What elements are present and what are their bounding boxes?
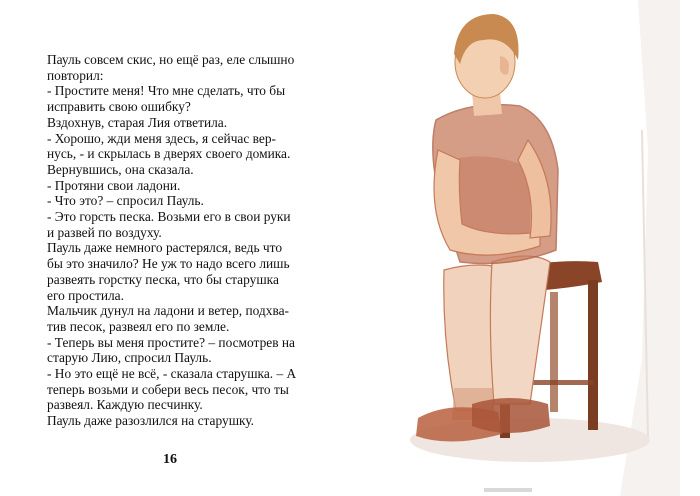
wall-shadow <box>620 0 680 496</box>
text-line: - Протяни свои ладони. <box>47 177 181 193</box>
boy-legs <box>416 256 550 442</box>
text-line: Пауль даже немного растерялся, ведь что <box>47 240 283 256</box>
artist-signature <box>484 488 532 492</box>
boy-on-stool-illustration <box>380 0 700 496</box>
text-line: - Простите меня! Что мне сделать, что бы <box>47 83 286 99</box>
text-line: нусь, - и скрылась в дверях своего домика. <box>47 146 291 162</box>
text-line: Мальчик дунул на ладони и ветер, подхва- <box>47 303 289 319</box>
text-line: - Хорошо, жди меня здесь, я сейчас вер- <box>47 130 277 146</box>
text-line: развеять горстку песка, что бы старушка <box>47 271 279 287</box>
text-line: Вздохнув, старая Лия ответила. <box>47 114 228 130</box>
boy-head <box>454 14 519 116</box>
text-line: теперь возьми и собери весь песок, что ты <box>47 381 289 397</box>
shoe <box>472 398 550 433</box>
text-line: старую Лию, спросил Пауль. <box>47 350 212 366</box>
text-line: - Что это? – спросил Пауль. <box>47 193 204 209</box>
text-line: тив песок, развеял его по земле. <box>47 318 230 334</box>
text-line: - Теперь вы меня простите? – посмотрев на <box>47 334 295 350</box>
text-line: его простила. <box>47 287 124 303</box>
text-line: повторил: <box>47 67 104 83</box>
story-text <box>47 52 367 429</box>
stool-leg <box>550 292 558 412</box>
text-line: и развей по воздуху. <box>47 224 162 240</box>
text-line: - Но это ещё не всё, - сказала старушка. – А <box>47 366 297 382</box>
text-line: исправить свою ошибку? <box>47 99 191 115</box>
text-line: бы это значило? Не уж то надо всего лишь <box>47 256 290 272</box>
stool-leg <box>588 280 598 430</box>
page-number: 16 <box>163 452 177 467</box>
text-line: Пауль даже разозлился на старушку. <box>47 413 255 429</box>
text-line: развеял. Каждую песчинку. <box>47 397 203 413</box>
text-line: - Это горсть песка. Возьми его в свои руки <box>47 209 291 225</box>
text-line: Пауль совсем скис, но ещё раз, еле слышно <box>47 52 295 67</box>
text-line: Вернувшись, она сказала. <box>47 161 194 177</box>
